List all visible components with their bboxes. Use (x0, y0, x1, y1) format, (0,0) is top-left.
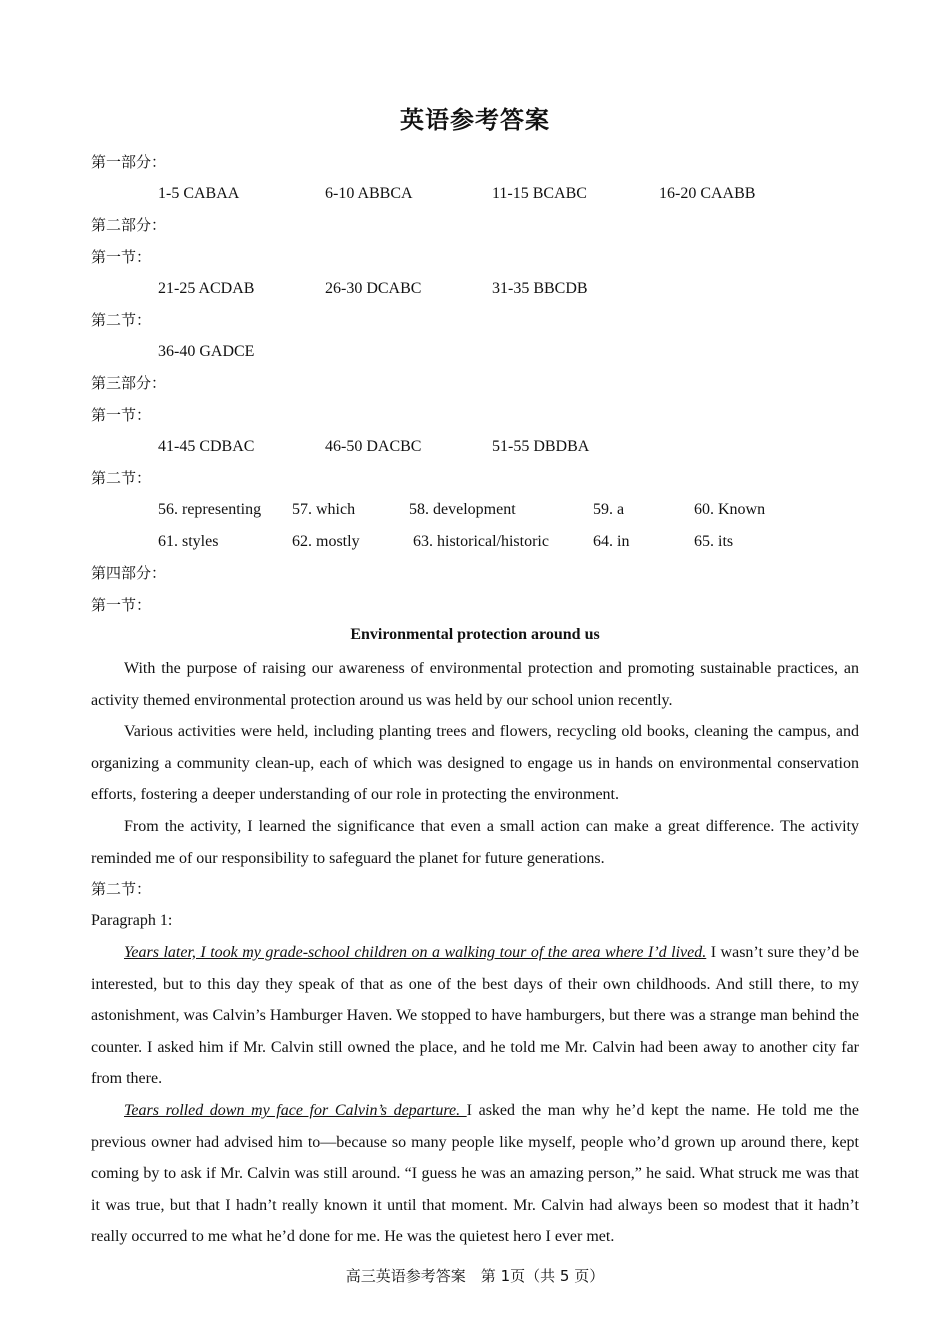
essay-paragraph: Various activities were held, including planting trees and flowers, recycling old books, cleaning the campus, and organizing a community clean-up, each of which was designed to engage us in hands on environmental conservation efforts, fostering a deeper understanding of our role in protecting the environment. (91, 723, 859, 804)
answer-group: 51-55 DBDBA (492, 438, 590, 455)
part3-sec2-label: 第二节： (91, 469, 152, 487)
answer-item: 57. which (292, 501, 356, 518)
part1-label: 第一部分： (91, 153, 167, 171)
part3-sec1-label: 第一节： (91, 406, 152, 424)
answer-item: 62. mostly (292, 533, 360, 550)
answer-group: 36-40 GADCE (158, 343, 255, 360)
essay-paragraph: With the purpose of raising our awareness of environmental protection and promoting sustainable practices, an activity themed environmental protection around us was held by our school union recently. (91, 660, 859, 709)
answer-item: 65. its (694, 533, 734, 550)
answer-item: 56. representing (158, 501, 262, 518)
paragraph-label: Paragraph 1: (91, 912, 173, 929)
answer-group: 41-45 CDBAC (158, 438, 255, 455)
answer-item: 64. in (593, 533, 630, 550)
essay-paragraph: From the activity, I learned the significance that even a small action can make a great difference. The activity reminded me of our responsibility to safeguard the planet for future generations. (91, 818, 859, 867)
part4-sec2-label: 第二节： (91, 880, 152, 898)
part4-label: 第四部分： (91, 564, 167, 582)
paragraph-text: I wasn’t sure they’d be interested, but to this day they speak of that as one of the best days of their own childhoods. And still there, to my astonishment, was Calvin’s Hamburger Haven. We stopped to have hamburgers, but there was a strange man behind the counter. I asked him if Mr. Calvin still owned the place, and he told me Mr. Calvin had been away to another city far from there. (91, 944, 860, 1088)
part2-sec2-label: 第二节： (91, 311, 152, 329)
essay-title: Environmental protection around us (350, 626, 600, 643)
answer-item: 63. historical/historic (413, 533, 549, 550)
continuation-paragraph-2 (91, 1095, 859, 1253)
answer-group: 11-15 BCABC (492, 185, 587, 202)
answer-item: 61. styles (158, 533, 219, 550)
answer-group: 6-10 ABBCA (325, 185, 413, 202)
answer-group: 31-35 BBCDB (492, 280, 588, 297)
part2-label: 第二部分： (91, 216, 167, 234)
given-sentence: Tears rolled down my face for Calvin’s departure. (124, 1102, 467, 1119)
answer-group: 1-5 CABAA (158, 185, 240, 202)
page-title: 英语参考答案 (400, 106, 550, 134)
given-sentence: Years later, I took my grade-school children on a walking tour of the area where I’d lived. (124, 944, 707, 961)
answer-group: 16-20 CAABB (659, 185, 756, 202)
page-footer: 高三英语参考答案 第 1页（共 5 页） (345, 1267, 605, 1285)
part2-sec1-label: 第一节： (91, 248, 152, 266)
answer-item: 60. Known (694, 501, 766, 518)
continuation-paragraph-1 (91, 937, 859, 1095)
paragraph-text: I asked the man why he’d kept the name. He told me the previous owner had advised him to—because so many people like myself, people who’d grown up around there, kept coming by to ask if Mr. Calvin was still around. “I guess he was an amazing person,” he said. What struck me was that it was true, but that I hadn’t really known it until that moment. Mr. Calvin had always been so modest that it hadn’t really occurred to me what he’d done for me. He was the quietest hero I ever met. (91, 1102, 860, 1246)
part3-label: 第三部分： (91, 374, 167, 392)
answer-item: 58. development (409, 501, 516, 518)
answer-group: 46-50 DACBC (325, 438, 422, 455)
part4-sec1-label: 第一节： (91, 596, 152, 614)
answer-item: 59. a (593, 501, 625, 518)
answer-group: 26-30 DCABC (325, 280, 422, 297)
answer-group: 21-25 ACDAB (158, 280, 255, 297)
